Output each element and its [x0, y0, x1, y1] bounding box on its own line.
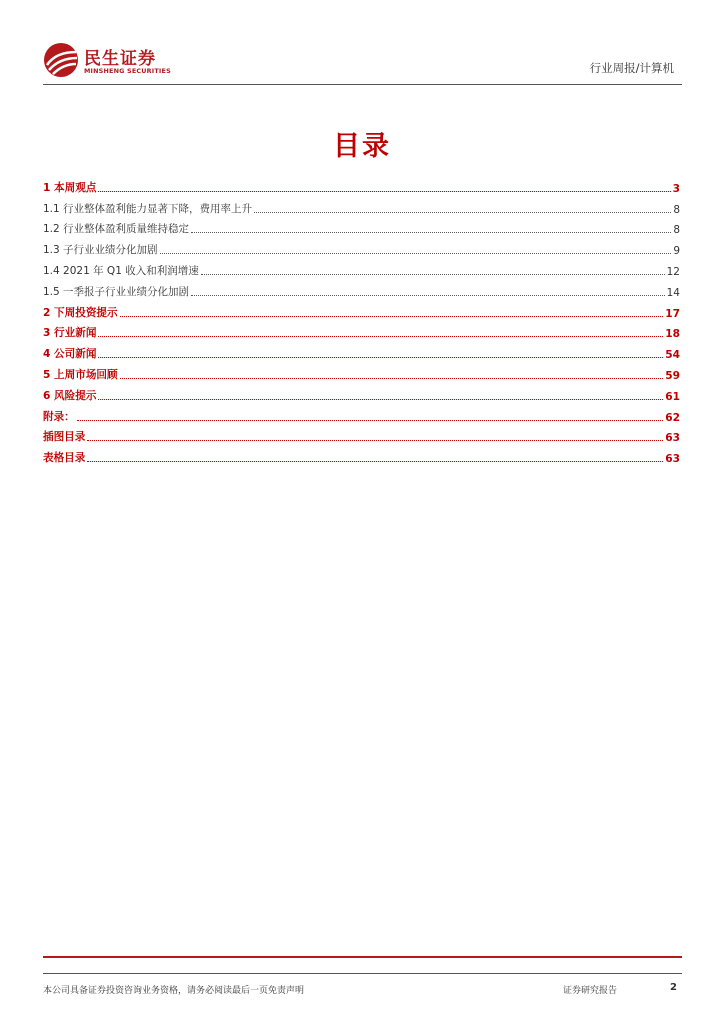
toc-entry-page: 59 [665, 369, 680, 382]
report-category: 行业周报/计算机 [589, 61, 674, 75]
toc-leader-dots [98, 191, 670, 192]
toc-leader-dots [254, 212, 671, 213]
toc-title: 目录 [333, 131, 391, 162]
toc-entry[interactable] [43, 403, 680, 424]
footer-divider [43, 973, 682, 974]
toc-entry-label: 1 本周观点 [43, 181, 97, 194]
toc-entry-label: 插图目录 [43, 431, 86, 444]
toc-entry-label: 5 上周市场回顾 [43, 368, 118, 381]
toc-entry-page: 12 [666, 265, 680, 278]
footer-disclaimer: 本公司具备证券投资咨询业务资格，请务必阅读最后一页免责声明 [43, 986, 305, 996]
toc-entry[interactable] [43, 361, 680, 382]
toc-entry-page: 18 [665, 328, 680, 341]
toc-entry-page: 54 [665, 349, 680, 362]
toc-leader-dots [191, 295, 665, 296]
page-header [43, 38, 682, 86]
toc-entry-label: 1.5 一季报子行业业绩分化加剧 [43, 285, 190, 298]
toc-entry-label: 1.4 2021 年 Q1 收入和利润增速 [43, 264, 199, 277]
toc-entry[interactable] [43, 382, 680, 403]
page-number: 2 [670, 982, 677, 993]
toc-entry[interactable] [43, 236, 680, 257]
brand-name-en: MINSHENG SECURITIES [84, 67, 171, 75]
toc-entry[interactable] [43, 278, 680, 299]
toc-entry-label: 6 风险提示 [43, 389, 97, 402]
toc-entry-page: 3 [672, 182, 680, 195]
toc-entry-label: 2 下周投资提示 [43, 306, 118, 319]
footer-divider-red [43, 956, 682, 958]
toc-entry-label: 3 行业新闻 [43, 327, 97, 340]
toc-entry-page: 9 [673, 245, 680, 258]
toc-leader-dots [87, 440, 663, 441]
toc-leader-dots [98, 399, 663, 400]
toc-leader-dots [87, 461, 663, 462]
toc-entry-label: 附录： [43, 410, 75, 423]
header-divider [43, 84, 682, 85]
table-of-contents [43, 174, 680, 465]
toc-entry[interactable] [43, 257, 680, 278]
toc-entry-page: 17 [665, 307, 680, 320]
toc-entry[interactable] [43, 340, 680, 361]
toc-leader-dots [160, 253, 672, 254]
brand-name-cn: 民生证券 [84, 49, 156, 69]
toc-leader-dots [120, 316, 664, 317]
toc-leader-dots [98, 336, 663, 337]
toc-entry-label: 4 公司新闻 [43, 348, 97, 361]
toc-entry-page: 8 [673, 224, 680, 237]
toc-entry[interactable] [43, 216, 680, 237]
toc-leader-dots [201, 274, 665, 275]
toc-entry-page: 63 [665, 453, 680, 466]
toc-leader-dots [120, 378, 664, 379]
toc-leader-dots [98, 357, 663, 358]
minsheng-logo-icon [43, 42, 79, 78]
toc-entry[interactable] [43, 174, 680, 195]
company-logo [43, 40, 213, 80]
toc-entry-page: 61 [665, 390, 680, 403]
toc-leader-dots [191, 232, 671, 233]
toc-entry[interactable] [43, 299, 680, 320]
toc-entry-label: 1.1 行业整体盈利能力显著下降，费用率上升 [43, 202, 253, 215]
toc-entry-label: 1.3 子行业业绩分化加剧 [43, 244, 158, 257]
footer-report-type: 证券研究报告 [563, 986, 618, 996]
toc-entry-label: 表格目录 [43, 452, 86, 465]
toc-entry[interactable] [43, 424, 680, 445]
toc-entry[interactable] [43, 320, 680, 341]
toc-entry-page: 14 [666, 286, 680, 299]
toc-entry-page: 62 [665, 411, 680, 424]
toc-entry-page: 8 [673, 203, 680, 216]
toc-entry-page: 63 [665, 432, 680, 445]
toc-leader-dots [77, 420, 663, 421]
toc-entry[interactable] [43, 444, 680, 465]
toc-entry[interactable] [43, 195, 680, 216]
toc-entry-label: 1.2 行业整体盈利质量维持稳定 [43, 223, 190, 236]
